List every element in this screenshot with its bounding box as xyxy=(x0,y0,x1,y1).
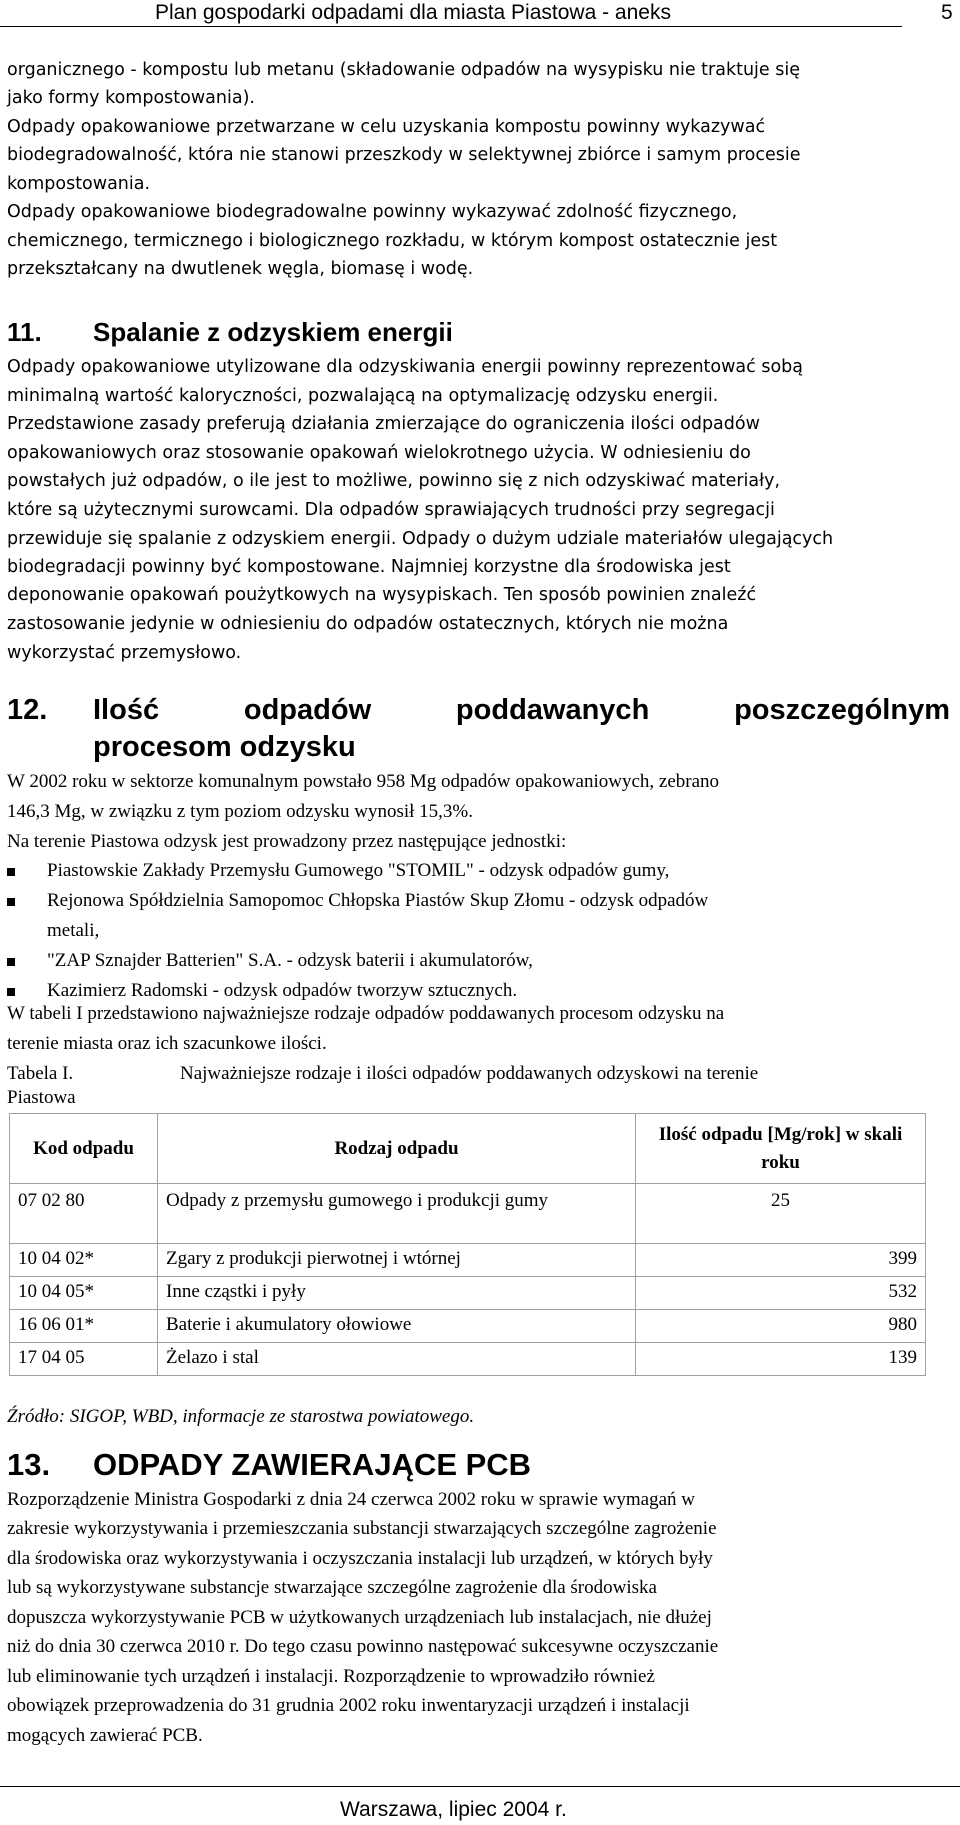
header-divider xyxy=(0,26,902,27)
bullet-item: Piastowskie Zakłady Przemysłu Gumowego "STOMIL" - odzysk odpadów gumy, xyxy=(47,860,670,881)
table-row xyxy=(10,1277,926,1310)
section-11-line: Odpady opakowaniowe utylizowane dla odzyskiwania energii powinny reprezentować sobą xyxy=(7,357,803,377)
section-13-line: zakresie wykorzystywania i przemieszczania substancji stwarzających szczególne zagrożenie xyxy=(7,1518,717,1539)
table-cell: Zgary z produkcji pierwotnej i wtórnej xyxy=(158,1244,636,1277)
table-cell: 25 xyxy=(636,1184,926,1244)
intro-line: organicznego - kompostu lub metanu (składowanie odpadów na wysypisku nie traktuje się xyxy=(7,60,800,80)
section-13-line: lub eliminowanie tych urządzeń i instalacji. Rozporządzenie to wprowadziło również xyxy=(7,1666,655,1687)
section-13-title: ODPADY ZAWIERAJĄCE PCB xyxy=(93,1447,532,1482)
table-caption-continuation: Piastowa xyxy=(7,1087,76,1108)
header-title: Plan gospodarki odpadami dla miasta Piastowa - aneks xyxy=(155,1,671,24)
intro-line: kompostowania. xyxy=(7,174,151,194)
table-cell: 10 04 05* xyxy=(10,1277,158,1310)
section-13-number: 13. xyxy=(7,1447,51,1482)
table-caption: Najważniejsze rodzaje i ilości odpadów poddawanych odzyskowi na terenie xyxy=(180,1063,759,1084)
bullet-item: Rejonowa Spółdzielnia Samopomoc Chłopska Piastów Skup Złomu - odzysk odpadów xyxy=(47,890,709,911)
section-13-line: niż do dnia 30 czerwca 2010 r. Do tego czasu powinno następować sukcesywne oczyszczanie xyxy=(7,1636,719,1657)
section-11-line: deponowanie opakowań poużytkowych na wysypiskach. Ten sposób powinien znaleźć xyxy=(7,585,757,605)
section-12-number: 12. xyxy=(7,694,48,726)
section-12-title-word: poszczególnym xyxy=(734,694,950,726)
section-13-line: obowiązek przeprowadzenia do 31 grudnia 2002 roku inwentaryzacji urządzeń i instalacji xyxy=(7,1695,690,1716)
page-number: 5 xyxy=(941,1,953,24)
section-13-line: lub są wykorzystywane substancje stwarzające szczególne zagrożenie dla środowiska xyxy=(7,1577,657,1598)
table-cell: 532 xyxy=(636,1277,926,1310)
section-11-title: Spalanie z odzyskiem energii xyxy=(93,317,453,347)
section-12-line: 146,3 Mg, w związku z tym poziom odzysku wynosił 15,3%. xyxy=(7,801,473,822)
section-12-heading xyxy=(7,690,950,730)
table-cell: Baterie i akumulatory ołowiowe xyxy=(158,1310,636,1343)
section-11-line: opakowaniowych oraz stosowanie opakowań wielokrotnego użycia. W odniesieniu do xyxy=(7,443,751,463)
table-row xyxy=(10,1184,926,1244)
table-cell: Inne cząstki i pyły xyxy=(158,1277,636,1310)
bullet-marker xyxy=(7,868,15,876)
table-cell: 07 02 80 xyxy=(10,1184,158,1244)
section-12-title-line-2: procesom odzysku xyxy=(93,731,356,763)
section-11-line: które są użytecznymi surowcami. Dla odpadów sprawiających trudności przy segregacji xyxy=(7,500,775,520)
section-12-line: W 2002 roku w sektorze komunalnym powstało 958 Mg odpadów opakowaniowych, zebrano xyxy=(7,771,720,792)
section-13-line: dopuszcza wykorzystywanie PCB w użytkowanych urządzeniach lub instalacjach, nie dłużej xyxy=(7,1607,712,1628)
table-cell: 17 04 05 xyxy=(10,1343,158,1376)
table-source: Źródło: SIGOP, WBD, informacje ze starostwa powiatowego. xyxy=(7,1406,475,1427)
bullet-marker xyxy=(7,898,15,906)
section-11-line: wykorzystać przemysłowo. xyxy=(7,643,242,663)
section-11-line: powstałych już odpadów, o ile jest to możliwe, powinno się z nich odzyskiwać materiały, xyxy=(7,471,781,491)
table-row xyxy=(10,1244,926,1277)
table-header: Ilość odpadu [Mg/rok] w skali roku xyxy=(636,1114,926,1184)
section-11-line: biodegradacji powinny być kompostowane. Najmniej korzystne dla środowiska jest xyxy=(7,557,731,577)
table-row xyxy=(10,1343,926,1376)
bullet-item: "ZAP Sznajder Batterien" S.A. - odzysk baterii i akumulatorów, xyxy=(47,950,533,971)
section-12-title-word: odpadów xyxy=(243,694,372,726)
table-header-row xyxy=(10,1114,926,1184)
bullet-marker xyxy=(7,988,15,996)
waste-table xyxy=(9,1113,926,1376)
section-11-line: zastosowanie jedynie w odniesieniu do odpadów ostatecznych, których nie można xyxy=(7,614,729,634)
section-12-title-word: poddawanych xyxy=(455,694,650,726)
table-header: Rodzaj odpadu xyxy=(158,1114,636,1184)
section-12-title-line-1 xyxy=(93,690,950,730)
section-12-line: W tabeli I przedstawiono najważniejsze rodzaje odpadów poddawanych procesom odzysku na xyxy=(7,1003,725,1024)
table-cell: 16 06 01* xyxy=(10,1310,158,1343)
table-header: Kod odpadu xyxy=(10,1114,158,1184)
table-cell: Odpady z przemysłu gumowego i produkcji gumy xyxy=(158,1184,636,1244)
footer-divider xyxy=(0,1786,960,1787)
intro-line: jako formy kompostowania). xyxy=(7,88,255,108)
section-11-number: 11. xyxy=(7,317,42,347)
intro-line: chemicznego, termicznego i biologicznego rozkładu, w którym kompost ostatecznie jest xyxy=(7,231,778,251)
section-11-line: minimalną wartość kaloryczności, pozwalającą na optymalizację odzysku energii. xyxy=(7,386,719,406)
section-13-line: mogących zawierać PCB. xyxy=(7,1725,203,1746)
table-cell: Żelazo i stal xyxy=(158,1343,636,1376)
table-cell: 980 xyxy=(636,1310,926,1343)
bullet-marker xyxy=(7,958,15,966)
section-12-title-word: Ilość xyxy=(93,694,160,726)
bullet-item: Kazimierz Radomski - odzysk odpadów tworzyw sztucznych. xyxy=(47,980,518,1001)
section-13-line: Rozporządzenie Ministra Gospodarki z dnia 24 czerwca 2002 roku w sprawie wymagań w xyxy=(7,1489,695,1510)
table-cell: 10 04 02* xyxy=(10,1244,158,1277)
section-12-line: terenie miasta oraz ich szacunkowe ilości. xyxy=(7,1033,327,1054)
section-11-line: przewiduje się spalanie z odzyskiem energii. Odpady o dużym udziale materiałów ulegających xyxy=(7,529,834,549)
intro-line: Odpady opakowaniowe przetwarzane w celu uzyskania kompostu powinny wykazywać xyxy=(7,117,766,137)
footer-text: Warszawa, lipiec 2004 r. xyxy=(340,1798,567,1821)
table-row xyxy=(10,1310,926,1343)
section-12-line: Na terenie Piastowa odzysk jest prowadzony przez następujące jednostki: xyxy=(7,831,567,852)
bullet-item-continuation: metali, xyxy=(47,920,100,941)
table-cell: 139 xyxy=(636,1343,926,1376)
table-caption-label: Tabela I. xyxy=(7,1063,74,1084)
section-11-line: Przedstawione zasady preferują działania zmierzające do ograniczenia ilości odpadów xyxy=(7,414,760,434)
intro-line: Odpady opakowaniowe biodegradowalne powinny wykazywać zdolność fizycznego, xyxy=(7,202,738,222)
section-13-line: dla środowiska oraz wykorzystywania i oczyszczania instalacji lub urządzeń, w których były xyxy=(7,1548,713,1569)
intro-line: przekształcany na dwutlenek węgla, biomasę i wodę. xyxy=(7,259,474,279)
intro-line: biodegradowalność, która nie stanowi przeszkody w selektywnej zbiórce i samym procesie xyxy=(7,145,801,165)
table-cell: 399 xyxy=(636,1244,926,1277)
